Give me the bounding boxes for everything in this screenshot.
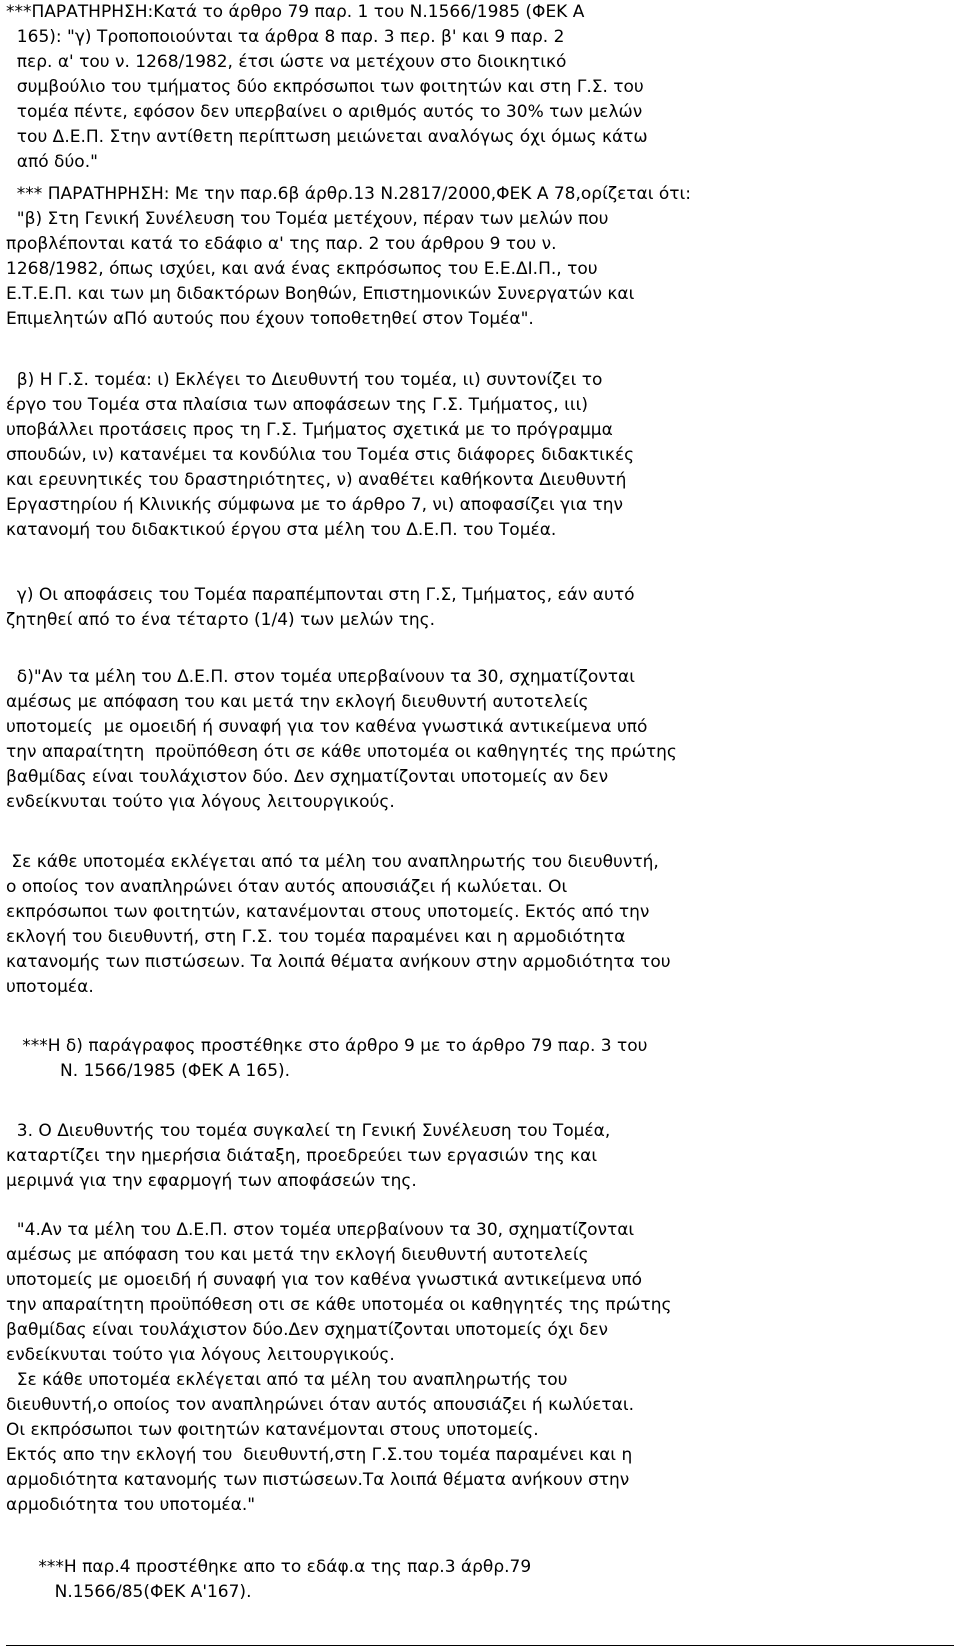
text-line: κατανομή του διδακτικού έργου στα μέλη του Δ.Ε.Π. του Τομέα.	[6, 520, 557, 540]
text-line: Επιμελητών αΠό αυτούς που έχουν τοποθετηθεί στον Τομέα".	[6, 309, 534, 329]
text-line: κατανομής των πιστώσεων. Τα λοιπά θέματα ανήκουν στην αρμοδιότητα του	[6, 952, 671, 972]
text-line: δ)"Αν τα μέλη του Δ.Ε.Π. στον τομέα υπερβαίνουν τα 30, σχηματίζονται	[6, 667, 635, 687]
note-paragraph-4	[6, 1555, 956, 1605]
text-line: υποβάλλει προτάσεις προς τη Γ.Σ. Τμήματος σχετικά με το πρόγραμμα	[6, 420, 613, 440]
text-line: Ε.Τ.Ε.Π. και των μη διδακτόρων Βοηθών, Επιστημονικών Συνεργατών και	[6, 284, 635, 304]
text-line: Ν. 1566/1985 (ΦΕΚ Α 165).	[6, 1061, 291, 1081]
text-line: την απαραίτητη προϋπόθεση οτι σε κάθε υποτομέα οι καθηγητές της πρώτης	[6, 1295, 672, 1315]
text-line: από δύο."	[6, 152, 98, 172]
paragraph-d-continued	[6, 850, 956, 1000]
text-line: "4.Αν τα μέλη του Δ.Ε.Π. στον τομέα υπερβαίνουν τα 30, σχηματίζονται	[6, 1220, 635, 1240]
paragraph-d	[6, 665, 956, 815]
paragraph-4	[6, 1218, 956, 1518]
text-line: ***ΠΑΡΑΤΗΡΗΣΗ:Κατά το άρθρο 79 παρ. 1 του Ν.1566/1985 (ΦΕΚ Α	[6, 2, 585, 22]
paragraph-b	[6, 368, 956, 543]
text-line: Σε κάθε υποτομέα εκλέγεται από τα μέλη του αναπληρωτής του	[6, 1370, 568, 1390]
text-line: αρμοδιότητα του υποτομέα."	[6, 1495, 256, 1515]
paragraph-3	[6, 1119, 956, 1194]
text-line: περ. α' του ν. 1268/1982, έτσι ώστε να μετέχουν στο διοικητικό	[6, 52, 567, 72]
text-line: β) Η Γ.Σ. τομέα: ι) Εκλέγει το Διευθυντή του τομέα, ιι) συντονίζει το	[6, 370, 603, 390]
text-line: ***Η δ) παράγραφος προστέθηκε στο άρθρο 9 με το άρθρο 79 παρ. 3 του	[6, 1036, 648, 1056]
text-line: ο οποίος τον αναπληρώνει όταν αυτός απουσιάζει ή κωλύεται. Οι	[6, 877, 568, 897]
text-line: σπουδών, ιν) κατανέμει τα κονδύλια του Τομέα στις διάφορες διδακτικές	[6, 445, 635, 465]
text-line: 1268/1982, όπως ισχύει, και ανά ένας εκπρόσωπος του Ε.Ε.ΔΙ.Π., του	[6, 259, 598, 279]
text-line: και ερευνητικές του δραστηριότητες, ν) αναθέτει καθήκοντα Διευθυντή	[6, 470, 627, 490]
text-line: Εκτός απο την εκλογή του διευθυντή,στη Γ.Σ.του τομέα παραμένει και η	[6, 1445, 633, 1465]
text-line: συμβούλιο του τμήματος δύο εκπρόσωποι των φοιτητών και στη Γ.Σ. του	[6, 77, 644, 97]
text-line: ***Η παρ.4 προστέθηκε απο το εδάφ.α της παρ.3 άρθρ.79	[6, 1557, 532, 1577]
text-line: αμέσως με απόφαση του και μετά την εκλογή διευθυντή αυτοτελείς	[6, 1245, 589, 1265]
text-line: του Δ.Ε.Π. Στην αντίθετη περίπτωση μειώνεται αναλόγως όχι όμως κάτω	[6, 127, 648, 147]
text-line: αρμοδιότητα κατανομής των πιστώσεων.Τα λοιπά θέματα ανήκουν στην	[6, 1470, 630, 1490]
paragraph-c	[6, 583, 956, 633]
text-line: Εργαστηρίου ή Κλινικής σύμφωνα με το άρθρο 7, νι) αποφασίζει για την	[6, 495, 623, 515]
text-line: βαθμίδας είναι τουλάχιστον δύο. Δεν σχηματίζονται υποτομείς αν δεν	[6, 767, 609, 787]
text-line: 3. Ο Διευθυντής του τομέα συγκαλεί τη Γενική Συνέλευση του Τομέα,	[6, 1121, 611, 1141]
text-line: υποτομείς με ομοειδή ή συναφή για τον καθένα γνωστικά αντικείμενα υπό	[6, 717, 648, 737]
text-line: καταρτίζει την ημερήσια διάταξη, προεδρεύει των εργασιών της και	[6, 1146, 598, 1166]
note-paragraph-d	[6, 1034, 956, 1084]
text-line: Ν.1566/85(ΦΕΚ Α'167).	[6, 1582, 252, 1602]
text-line: εκπρόσωποι των φοιτητών, κατανέμονται στους υποτομείς. Εκτός από την	[6, 902, 650, 922]
text-line: ζητηθεί από το ένα τέταρτο (1/4) των μελών της.	[6, 610, 436, 630]
text-line: υποτομέα.	[6, 977, 94, 997]
text-line: υποτομείς με ομοειδή ή συναφή για τον καθένα γνωστικά αντικείμενα υπό	[6, 1270, 642, 1290]
text-line: ενδείκνυται τούτο για λόγους λειτουργικούς.	[6, 1345, 395, 1365]
note-art79	[6, 0, 956, 175]
text-line: βαθμίδας είναι τουλάχιστον δύο.Δεν σχηματίζονται υποτομείς όχι δεν	[6, 1320, 609, 1340]
bottom-divider	[6, 1645, 954, 1646]
text-line: προβλέπονται κατά το εδάφιο α' της παρ. 2 του άρθρου 9 του ν.	[6, 234, 557, 254]
text-line: εκλογή του διευθυντή, στη Γ.Σ. του τομέα παραμένει και η αρμοδιότητα	[6, 927, 626, 947]
text-line: *** ΠΑΡΑΤΗΡΗΣΗ: Με την παρ.6β άρθρ.13 Ν.2817/2000,ΦΕΚ Α 78,ορίζεται ότι:	[6, 184, 691, 204]
text-line: ενδείκνυται τούτο για λόγους λειτουργικούς.	[6, 792, 395, 812]
text-line: έργο του Τομέα στα πλαίσια των αποφάσεων της Γ.Σ. Τμήματος, ιιι)	[6, 395, 588, 415]
text-line: μεριμνά για την εφαρμογή των αποφάσεών της.	[6, 1171, 417, 1191]
text-line: τομέα πέντε, εφόσον δεν υπερβαίνει ο αριθμός αυτός το 30% των μελών	[6, 102, 643, 122]
text-line: Οι εκπρόσωποι των φοιτητών κατανέμονται στους υποτομείς.	[6, 1420, 539, 1440]
text-line: "β) Στη Γενική Συνέλευση του Τομέα μετέχουν, πέραν των μελών που	[6, 209, 609, 229]
text-line: την απαραίτητη προϋπόθεση ότι σε κάθε υποτομέα οι καθηγητές της πρώτης	[6, 742, 677, 762]
text-line: γ) Οι αποφάσεις του Τομέα παραπέμπονται στη Γ.Σ, Τμήματος, εάν αυτό	[6, 585, 635, 605]
text-line: 165): "γ) Τροποποιούνται τα άρθρα 8 παρ. 3 περ. β' και 9 παρ. 2	[6, 27, 565, 47]
text-line: διευθυντή,ο οποίος τον αναπληρώνει όταν αυτός απουσιάζει ή κωλύεται.	[6, 1395, 635, 1415]
text-line: αμέσως με απόφαση του και μετά την εκλογή διευθυντή αυτοτελείς	[6, 692, 589, 712]
text-line: Σε κάθε υποτομέα εκλέγεται από τα μέλη του αναπληρωτής του διευθυντή,	[6, 852, 659, 872]
note-art13	[6, 182, 956, 332]
